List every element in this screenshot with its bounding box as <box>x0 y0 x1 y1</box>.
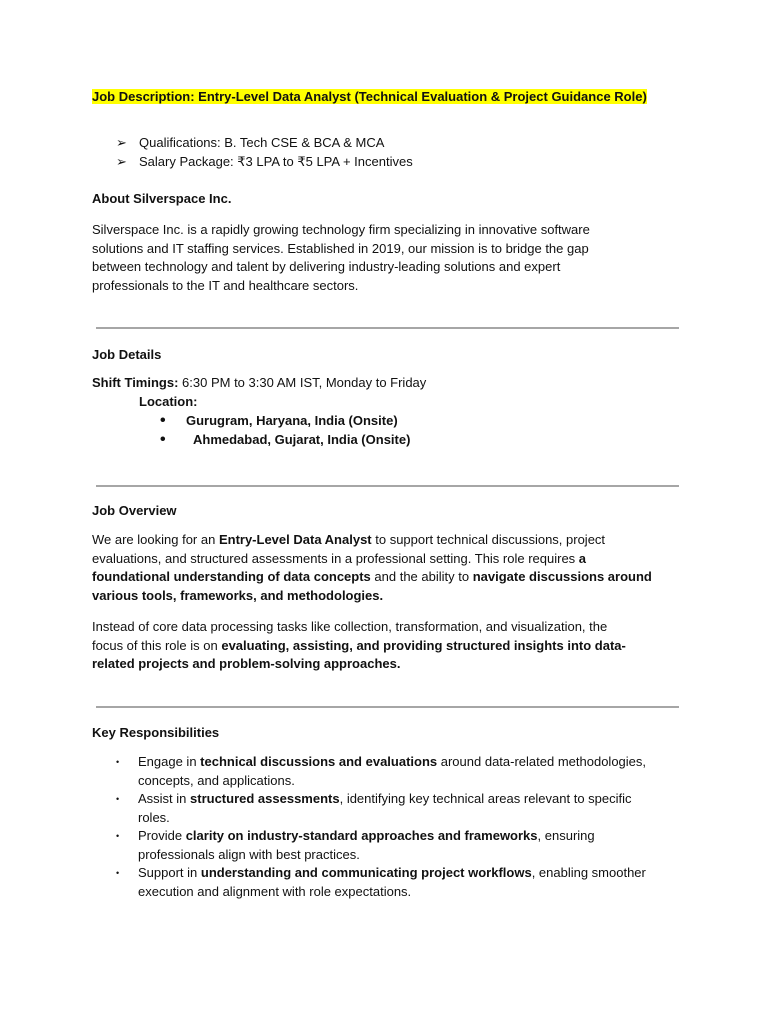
bullet-dot-icon: • <box>116 794 120 804</box>
responsibility-item <box>116 827 696 864</box>
about-line: Silverspace Inc. is a rapidly growing technology firm specializing in innovative software <box>92 222 590 237</box>
text-run: around data-related methodologies, <box>437 754 647 769</box>
about-line: solutions and IT staffing services. Established in 2019, our mission is to bridge the gap <box>92 240 589 256</box>
responsibility-line <box>138 864 696 883</box>
about-heading: About Silverspace Inc. <box>92 191 232 206</box>
responsibility-item <box>116 790 696 827</box>
overview-paragraph-2 <box>92 618 692 674</box>
text-run: and the ability to <box>370 569 473 584</box>
quick-fact-item <box>116 134 676 153</box>
responsibility-line <box>138 827 696 846</box>
section-divider <box>96 327 679 329</box>
text-run-bold: related projects and problem-solving approaches. <box>92 656 401 671</box>
text-run: evaluations, and structured assessments in a professional setting. This role requires <box>92 550 579 566</box>
text-run-bold: navigate discussions around <box>472 569 652 584</box>
text-run: to support technical discussions, project <box>371 532 606 547</box>
text-run: Provide <box>138 828 186 843</box>
bullet-dot-icon: • <box>160 412 166 429</box>
location-label: Location: <box>139 394 198 409</box>
shift-value: 6:30 PM to 3:30 AM IST, Monday to Friday <box>178 375 427 390</box>
shift-timings <box>92 374 426 393</box>
document-title <box>92 88 647 107</box>
responsibility-line: professionals align with best practices. <box>138 846 360 862</box>
arrow-bullet-icon: ➢ <box>116 135 127 150</box>
overview-line <box>92 587 692 606</box>
section-divider <box>96 485 679 487</box>
qualifications-text: Qualifications: B. Tech CSE & BCA & MCA <box>139 135 385 150</box>
overview-line <box>92 618 692 637</box>
location-item <box>160 431 560 450</box>
text-run-bold: clarity on industry-standard approaches and frameworks <box>185 828 538 843</box>
text-run: , ensuring <box>537 828 595 843</box>
responsibility-line <box>138 790 696 809</box>
text-run: , enabling smoother <box>531 865 646 880</box>
location-text: Ahmedabad, Gujarat, India (Onsite) <box>193 431 411 447</box>
text-run: focus of this role is on <box>92 637 222 653</box>
text-run: Support in <box>138 865 201 880</box>
locations-list <box>160 412 560 449</box>
about-line: between technology and talent by delivering industry-leading solutions and expert <box>92 259 561 274</box>
overview-line <box>92 655 692 674</box>
responsibility-item <box>116 864 696 901</box>
overview-line <box>92 568 692 587</box>
salary-text: Salary Package: ₹3 LPA to ₹5 LPA + Incentives <box>139 153 413 169</box>
about-paragraph <box>92 221 692 295</box>
overview-line <box>92 637 692 656</box>
text-run: Engage in <box>138 754 201 769</box>
text-run: Instead of core data processing tasks like collection, transformation, and visualization, the <box>92 619 608 634</box>
text-run: , identifying key technical areas relevant to specific <box>339 791 632 806</box>
title-highlight: Job Description: Entry-Level Data Analyst (Technical Evaluation & Project Guidance Role) <box>92 89 647 104</box>
overview-line <box>92 531 692 550</box>
responsibilities-list <box>116 753 696 901</box>
bullet-dot-icon: • <box>160 430 166 448</box>
section-divider <box>96 706 679 708</box>
text-run-bold: various tools, frameworks, and methodologies. <box>92 587 384 603</box>
text-run: Assist in <box>138 791 191 806</box>
text-run-bold: a <box>578 550 587 566</box>
bullet-dot-icon: • <box>116 868 120 878</box>
responsibility-line: concepts, and applications. <box>138 772 295 788</box>
text-run-bold: evaluating, assisting, and providing structured insights into data- <box>221 637 626 653</box>
text-run-bold: Entry-Level Data Analyst <box>218 532 372 547</box>
key-responsibilities-heading: Key Responsibilities <box>92 725 220 740</box>
shift-label: Shift Timings: <box>92 375 179 390</box>
location-text: Gurugram, Haryana, India (Onsite) <box>186 413 398 428</box>
bullet-dot-icon: • <box>116 831 120 841</box>
text-run-bold: understanding and communicating project workflows <box>200 865 532 880</box>
text-run-bold: foundational understanding of data concepts <box>92 569 371 584</box>
about-line: professionals to the IT and healthcare sectors. <box>92 277 359 293</box>
text-run-bold: technical discussions and evaluations <box>200 754 438 769</box>
bullet-dot-icon: • <box>116 757 120 767</box>
location-item <box>160 412 560 431</box>
responsibility-item <box>116 753 696 790</box>
overview-paragraph-1 <box>92 531 692 605</box>
quick-fact-item <box>116 153 676 172</box>
job-overview-heading: Job Overview <box>92 503 177 518</box>
arrow-bullet-icon: ➢ <box>116 153 127 169</box>
text-run-bold: structured assessments <box>190 791 340 806</box>
text-run: We are looking for an <box>92 532 219 547</box>
job-details-heading: Job Details <box>92 347 162 362</box>
quick-facts-list <box>116 134 676 171</box>
responsibility-line: roles. <box>138 809 170 825</box>
responsibility-line <box>138 753 696 772</box>
overview-line <box>92 550 692 569</box>
responsibility-line: execution and alignment with role expectations. <box>138 883 412 899</box>
